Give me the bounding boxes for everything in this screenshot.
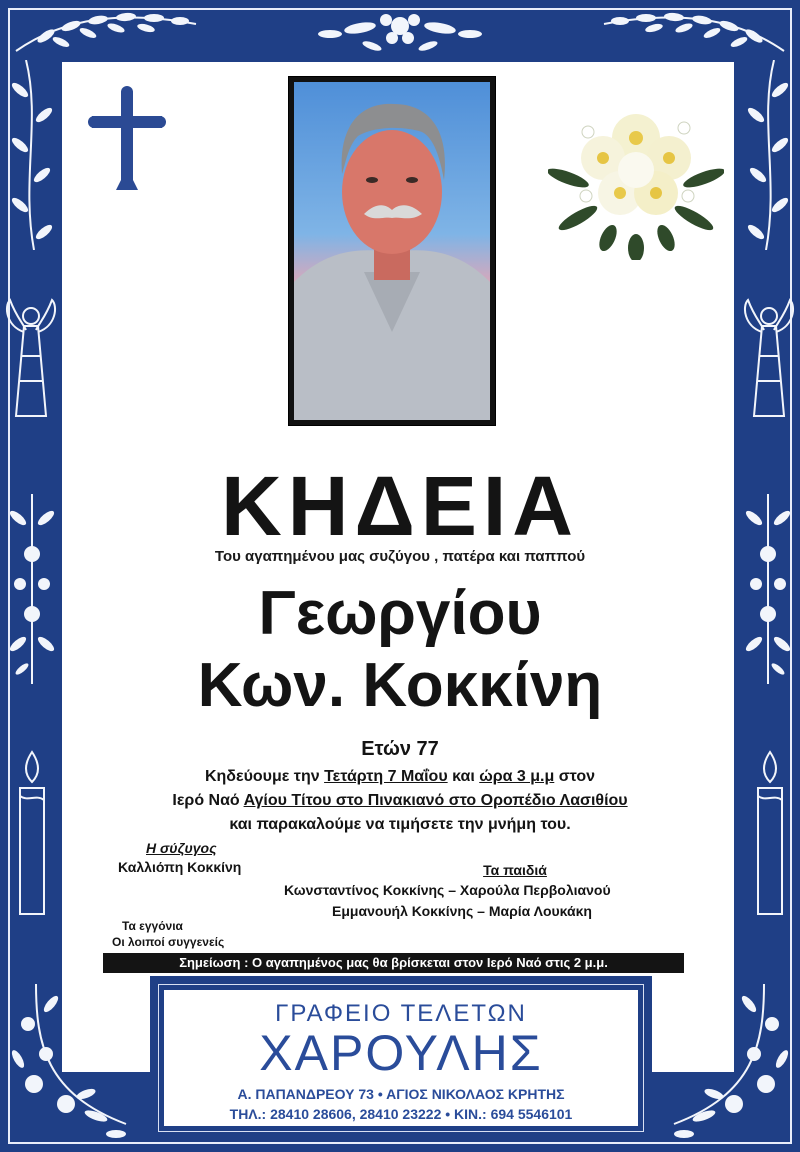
angel-icon <box>740 296 798 426</box>
relatives-label: Οι λοιποί συγγενείς <box>112 935 225 949</box>
left-leaf-vine-icon <box>6 60 60 250</box>
note-banner: Σημείωση : Ο αγαπημένος μας θα βρίσκεται στον Ιερό Ναό στις 2 μ.μ. <box>103 953 684 973</box>
deceased-surname: Κων. Κοκκίνη <box>197 651 603 720</box>
funeral-office-phone: ΤΗΛ.: 28410 28606, 28410 23222 • ΚΙΝ.: 694 5546101 <box>229 1106 573 1122</box>
child-entry: Κωνσταντίνος Κοκκίνης – Χαρούλα Περβολιανού <box>284 882 611 898</box>
ceremony-time-line <box>0 768 800 786</box>
page-title: ΚΗΔΕΙΑ <box>221 459 579 553</box>
right-leaf-vine-icon <box>740 60 794 250</box>
dedication-line: Του αγαπημένου μας συζύγου , πατέρα και παππού <box>214 548 586 565</box>
ceremony-line-text: στον <box>558 768 596 785</box>
cross-icon <box>88 86 166 198</box>
ceremony-line-text: και <box>452 768 475 785</box>
spouse-name: Καλλιόπη Κοκκίνη <box>118 859 242 875</box>
deceased-age: Ετών 77 <box>361 738 439 760</box>
funeral-office-panel <box>150 976 652 1140</box>
ceremony-invitation-line: και παρακαλούμε να τιμήσετε την μνήμη του. <box>229 816 571 833</box>
portrait-photo-frame <box>288 76 496 426</box>
ceremony-place-line <box>0 792 800 810</box>
funeral-office-label: ΓΡΑΦΕΙΟ ΤΕΛΕΤΩΝ <box>275 1000 527 1027</box>
ceremony-date: Τετάρτη 7 Μαΐου <box>324 768 448 785</box>
top-left-leaf-ornament-icon <box>6 6 206 66</box>
ceremony-place: Αγίου Τίτου στο Πινακιανό στο Οροπέδιο Λασιθίου <box>243 792 628 809</box>
funeral-office-box <box>164 990 638 1126</box>
angel-icon <box>2 296 60 426</box>
children-label: Τα παιδιά <box>483 862 547 878</box>
funeral-office-name: ΧΑΡΟΥΛΗΣ <box>259 1025 543 1081</box>
portrait-photo <box>294 82 490 420</box>
child-entry: Εμμανουήλ Κοκκίνης – Μαρία Λουκάκη <box>332 903 592 919</box>
top-right-leaf-ornament-icon <box>594 6 794 66</box>
deceased-first-name: Γεωργίου <box>258 579 542 648</box>
flower-bouquet-icon <box>548 88 724 260</box>
funeral-office-address: Α. ΠΑΠΑΝΔΡΕΟΥ 73 • ΑΓΙΟΣ ΝΙΚΟΛΑΟΣ ΚΡΗΤΗΣ <box>237 1086 565 1102</box>
grandchildren-label: Τα εγγόνια <box>122 919 183 933</box>
ceremony-line-text: Κηδεύουμε την <box>204 768 320 785</box>
top-center-flower-ornament-icon <box>300 4 500 60</box>
ceremony-time: ώρα 3 μ.μ <box>479 768 555 785</box>
spouse-label: Η σύζυγος <box>146 840 217 856</box>
ceremony-line-text: Ιερό Ναό <box>172 792 240 809</box>
